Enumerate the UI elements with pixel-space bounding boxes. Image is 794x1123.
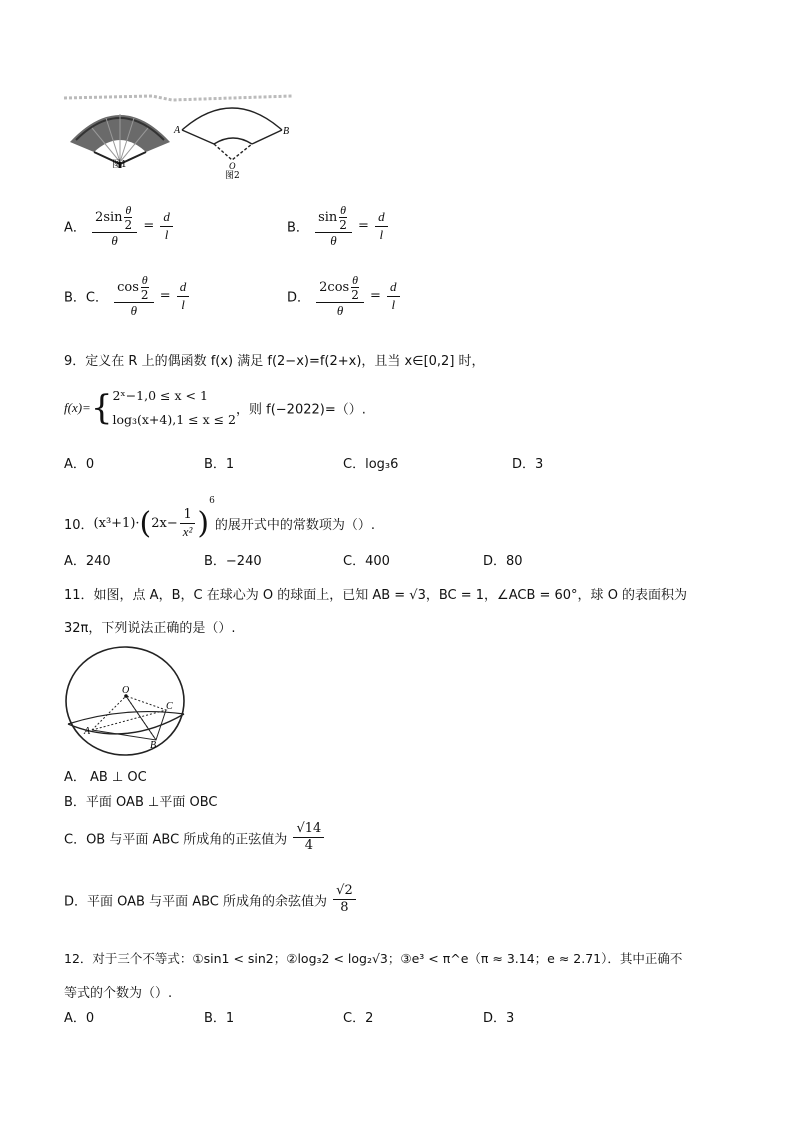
q10-option-d: D．80 xyxy=(483,554,523,569)
sphere-point-c: C xyxy=(166,701,173,712)
q9-case-1: 2ˣ−1,0 ≤ x < 1 xyxy=(112,388,208,403)
q10-stem: 10．(x³+1)·(2x− $\frac{1}{\text{x²}}$ )$^6$的展开式中的常数项为（）. xyxy=(64,496,376,541)
q11-option-b: B．平面 OAB ⊥平面 OBC xyxy=(64,795,218,810)
q9-option-d: D．3 xyxy=(512,457,544,472)
q12-option-c: C．2 xyxy=(343,1011,374,1026)
sphere-point-a: A xyxy=(84,726,91,737)
q8-option-a: A． 2sin $\frac{\theta}{2}$ θ = $\frac{d}{l}$ xyxy=(64,204,175,248)
fig2-label: 图2 xyxy=(225,171,240,181)
fig1-label: 图1 xyxy=(112,160,127,170)
q12-stem-line-2: 等式的个数为（）. xyxy=(64,986,173,1001)
fan-sector-diagram xyxy=(182,108,282,160)
q12-stem-line-1: 12．对于三个不等式：①sin1 < sin2；②log₃2 < log₂√3；③e³ < π^e（π ≈ 3.14；e ≈ 2.71）．其中正确不 xyxy=(64,951,683,966)
q11-option-a: A． AB ⊥ OC xyxy=(64,770,147,785)
q10-option-b: B．−240 xyxy=(204,554,262,569)
q9-option-c: C．log₃6 xyxy=(343,457,399,472)
q11-stem-line-1: 11．如图，点 A，B，C 在球心为 O 的球面上，已知 AB = √3，BC = 1，∠ACB = 60°，球 O 的表面积为 xyxy=(64,588,688,603)
fan-point-b: B xyxy=(283,126,290,137)
q11-option-d: D．平面 OAB 与平面 ABC 所成角的余弦值为 $\frac{√2}{8}$ xyxy=(64,884,358,916)
q9-stem: 9．定义在 R 上的偶函数 f(x) 满足 f(2−x)=f(2+x)，且当 x∈[0,2] 时， xyxy=(64,354,485,369)
fan-point-o: O xyxy=(229,161,236,171)
q9-piecewise: f(x)={ 2ˣ−1,0 ≤ x < 1 log₃(x+4),1 ≤ x ≤ 2 ，则 f(−2022)=（）. xyxy=(64,384,366,432)
sphere-figure xyxy=(62,644,188,758)
fan-point-a: A xyxy=(174,125,181,136)
fan-figure xyxy=(62,90,298,182)
q11-stem-line-2: 32π，下列说法正确的是（）. xyxy=(64,621,236,636)
q11-option-c: C．OB 与平面 ABC 所成角的正弦值为 $\frac{√14}{4}$ xyxy=(64,822,326,854)
q9-option-a: A．0 xyxy=(64,457,95,472)
q10-option-c: C．400 xyxy=(343,554,390,569)
q8-option-c: B．C． cos $\frac{\theta}{2}$ θ = $\frac{d}{l}$ xyxy=(64,274,191,318)
q12-option-d: D．3 xyxy=(483,1011,515,1026)
sphere-point-o: O xyxy=(122,685,130,696)
q9-case-2: log₃(x+4),1 ≤ x ≤ 2 xyxy=(112,411,236,427)
sphere-point-b: B xyxy=(150,740,157,751)
q12-option-b: B．1 xyxy=(204,1011,235,1026)
q10-option-a: A．240 xyxy=(64,554,111,569)
q8-option-b: B． sin $\frac{\theta}{2}$ θ = $\frac{d}{l}$ xyxy=(287,204,390,248)
q8-option-d: D． 2cos $\frac{\theta}{2}$ θ = $\frac{d}{l}$ xyxy=(287,274,402,318)
q9-option-b: B．1 xyxy=(204,457,235,472)
q12-option-a: A．0 xyxy=(64,1011,95,1026)
